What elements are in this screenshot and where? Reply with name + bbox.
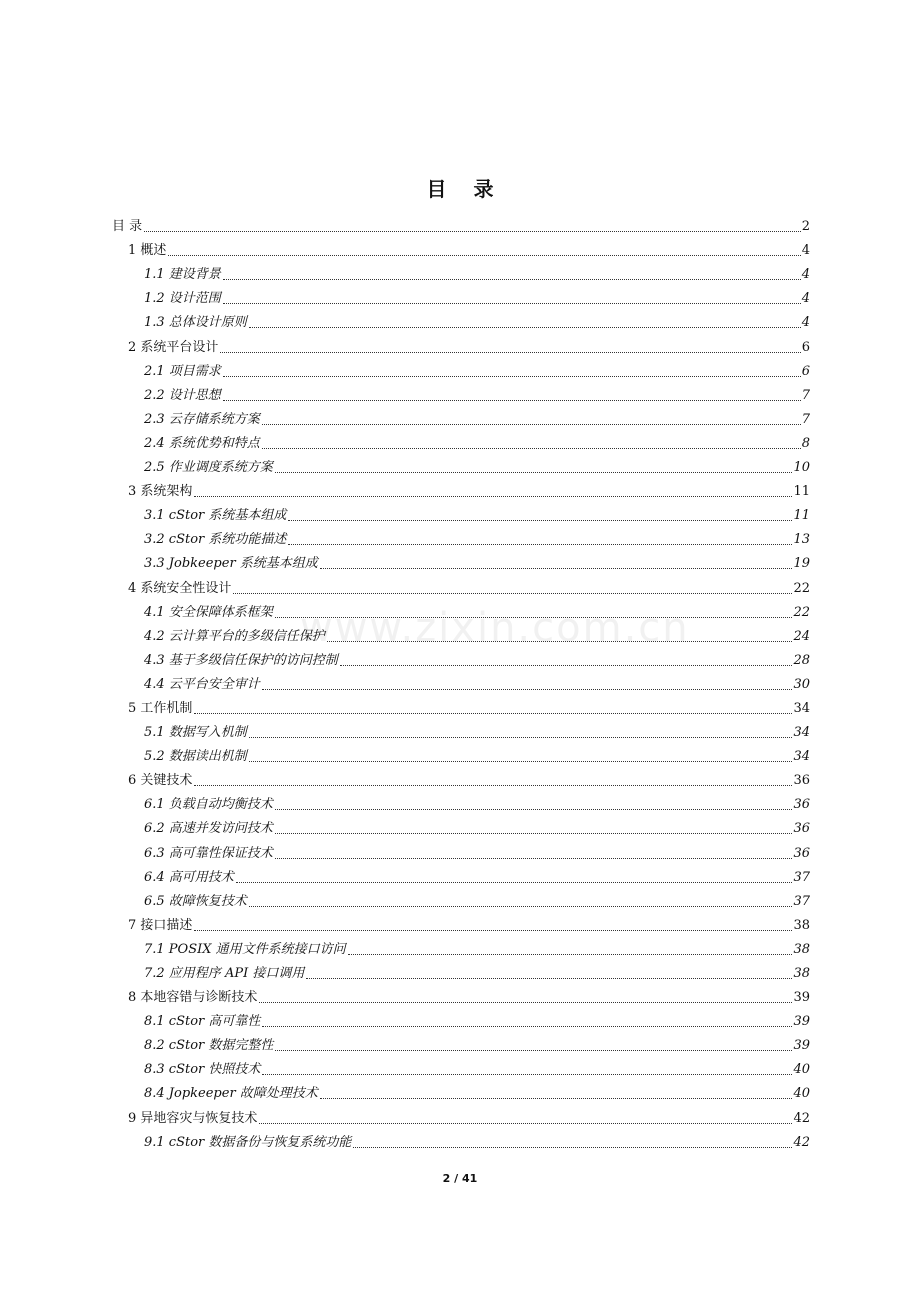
toc-entry-page-number: 39 (793, 1014, 810, 1030)
toc-entry-page-number: 4 (801, 267, 810, 283)
toc-entry[interactable] (112, 283, 810, 307)
toc-entry-page-number: 6 (801, 363, 810, 379)
dot-leader (340, 664, 793, 666)
dot-leader (320, 567, 793, 569)
dot-leader (262, 688, 793, 690)
dot-leader (262, 1025, 792, 1027)
toc-entry-page-number: 36 (793, 821, 810, 837)
toc-entry[interactable] (112, 693, 810, 717)
toc-entry[interactable] (112, 428, 810, 452)
toc-entry-page-number: 36 (793, 845, 810, 861)
toc-entry-page-number: 34 (793, 700, 810, 716)
dot-leader (262, 447, 801, 449)
toc-entry-label: 5.1 数据写入机制 (144, 725, 247, 741)
toc-entry-label: 9.1 cStor 数据备份与恢复系统功能 (144, 1134, 352, 1150)
toc-entry[interactable] (112, 862, 810, 886)
toc-entry-page-number: 7 (801, 387, 810, 403)
toc-entry[interactable] (112, 934, 810, 958)
toc-entry-page-number: 42 (793, 1110, 810, 1126)
toc-entry-label: 2.3 云存储系统方案 (144, 411, 260, 427)
toc-entry-label: 8.4 Jopkeeper 故障处理技术 (144, 1086, 318, 1102)
toc-entry-page-number: 19 (793, 556, 810, 572)
dot-leader (275, 1049, 792, 1051)
toc-entry[interactable] (112, 404, 810, 428)
toc-entry[interactable] (112, 476, 810, 500)
toc-entry-label: 6.5 故障恢复技术 (144, 893, 247, 909)
dot-leader (275, 808, 793, 810)
toc-entry[interactable] (112, 669, 810, 693)
dot-leader (249, 736, 793, 738)
toc-entry[interactable] (112, 958, 810, 982)
toc-entry-label: 8.2 cStor 数据完整性 (144, 1038, 274, 1054)
dot-leader (288, 543, 792, 545)
dot-leader (249, 905, 793, 907)
dot-leader (288, 519, 792, 521)
dot-leader (194, 929, 792, 931)
toc-entry[interactable] (112, 621, 810, 645)
toc-entry-page-number: 13 (793, 532, 810, 548)
toc-entry[interactable] (112, 789, 810, 813)
toc-entry-label: 6.3 高可靠性保证技术 (144, 845, 273, 861)
dot-leader (327, 640, 793, 642)
toc-entry[interactable] (112, 235, 810, 259)
toc-entry-label: 3.1 cStor 系统基本组成 (144, 508, 287, 524)
dot-leader (223, 278, 801, 280)
toc-entry-label: 8 本地容错与诊断技术 (128, 990, 258, 1006)
toc-entry-label: 4.1 安全保障体系框架 (144, 604, 273, 620)
toc-entry-label: 6.2 高速并发访问技术 (144, 821, 273, 837)
toc-entry[interactable] (112, 982, 810, 1006)
toc-entry-label: 9 异地容灾与恢复技术 (128, 1110, 258, 1126)
toc-entry-page-number: 28 (793, 652, 810, 668)
toc-entry-page-number: 38 (793, 966, 810, 981)
toc-entry-page-number: 6 (801, 339, 810, 355)
dot-leader (353, 1146, 792, 1148)
toc-entry-page-number: 40 (793, 1086, 810, 1102)
toc-entry-page-number: 4 (801, 291, 810, 307)
toc-entry-label: 4.2 云计算平台的多级信任保护 (144, 628, 325, 644)
toc-entry-page-number: 7 (801, 411, 810, 427)
toc-entry-page-number: 30 (793, 676, 810, 692)
toc-entry[interactable] (112, 1078, 810, 1102)
toc-entry-label: 4.3 基于多级信任保护的访问控制 (144, 652, 338, 668)
toc-entry-page-number: 22 (793, 580, 810, 596)
toc-entry-page-number: 4 (801, 243, 810, 259)
toc-entry[interactable] (112, 886, 810, 910)
dot-leader (275, 832, 793, 834)
toc-entry-page-number: 11 (793, 484, 810, 500)
dot-leader (223, 375, 801, 377)
toc-entry-page-number: 39 (793, 990, 810, 1006)
toc-entry[interactable] (112, 765, 810, 789)
toc-entry-label: 4 系统安全性设计 (128, 580, 232, 596)
toc-entry[interactable] (112, 572, 810, 596)
toc-entry-label: 2.2 设计思想 (144, 387, 221, 403)
toc-entry-label: 2 系统平台设计 (128, 339, 219, 355)
toc-entry-page-number: 24 (793, 628, 810, 644)
toc-entry[interactable] (112, 548, 810, 572)
toc-entry-page-number: 34 (793, 749, 810, 765)
dot-leader (233, 592, 792, 594)
toc-entry[interactable] (112, 1054, 810, 1078)
toc-entry-label: 1.1 建设背景 (144, 267, 221, 283)
toc-entry-label: 7.1 POSIX 通用文件系统接口访问 (144, 941, 346, 957)
toc-entry-page-number: 38 (793, 917, 810, 933)
toc-entry-page-number: 42 (793, 1134, 810, 1150)
dot-leader (220, 351, 800, 353)
dot-leader (194, 495, 792, 497)
toc-entry-label: 4.4 云平台安全审计 (144, 676, 260, 692)
toc-entry[interactable] (112, 211, 810, 235)
dot-leader (223, 302, 801, 304)
dot-leader (249, 760, 793, 762)
toc-entry-page-number: 22 (793, 604, 810, 620)
toc-entry-page-number: 8 (801, 435, 810, 451)
toc-entry-label: 3 系统架构 (128, 484, 193, 500)
toc-entry-label: 7.2 应用程序 API 接口调用 (144, 966, 305, 981)
toc-entry[interactable] (112, 524, 810, 548)
dot-leader (236, 881, 793, 883)
toc-entry-label: 3.3 Jobkeeper 系统基本组成 (144, 556, 318, 572)
toc-entry-page-number: 37 (793, 893, 810, 909)
dot-leader (348, 953, 793, 955)
dot-leader (306, 977, 792, 979)
toc-entry[interactable] (112, 500, 810, 524)
toc-title: 目 录 (426, 177, 504, 201)
toc-entry-page-number: 11 (793, 508, 810, 524)
toc-entry[interactable] (112, 356, 810, 380)
toc-entry-label: 8.1 cStor 高可靠性 (144, 1014, 261, 1030)
toc-entry[interactable] (112, 452, 810, 476)
dot-leader (262, 423, 801, 425)
toc-entry-label: 6 关键技术 (128, 773, 193, 789)
toc-entry-label: 1.2 设计范围 (144, 291, 221, 307)
toc-entry[interactable] (112, 837, 810, 861)
dot-leader (259, 1122, 792, 1124)
toc-entry-page-number: 2 (801, 219, 810, 235)
dot-leader (194, 712, 792, 714)
toc-entry[interactable] (112, 717, 810, 741)
toc-entry-label: 目 录 (112, 219, 143, 235)
toc-entry-page-number: 40 (793, 1062, 810, 1078)
toc-entry-label: 1 概述 (128, 243, 167, 259)
toc-entry-page-number: 36 (793, 797, 810, 813)
dot-leader (320, 1097, 793, 1099)
toc-entry[interactable] (112, 1127, 810, 1151)
page-number-footer: 2 / 41 (442, 1172, 478, 1185)
dot-leader (275, 471, 793, 473)
dot-leader (275, 616, 793, 618)
table-of-contents (112, 211, 810, 1151)
toc-entry-page-number: 36 (793, 773, 810, 789)
dot-leader (249, 326, 801, 328)
toc-entry-label: 2.4 系统优势和特点 (144, 435, 260, 451)
dot-leader (259, 1001, 792, 1003)
toc-entry[interactable] (112, 741, 810, 765)
toc-entry-page-number: 4 (801, 315, 810, 331)
toc-entry-page-number: 34 (793, 725, 810, 741)
toc-entry[interactable] (112, 1030, 810, 1054)
watermark: www.zixin.com.cn (300, 605, 690, 651)
toc-entry-label: 6.4 高可用技术 (144, 869, 234, 885)
toc-entry-label: 6.1 负载自动均衡技术 (144, 797, 273, 813)
dot-leader (194, 784, 792, 786)
toc-entry[interactable] (112, 331, 810, 355)
dot-leader (144, 230, 801, 232)
dot-leader (168, 254, 800, 256)
toc-entry[interactable] (112, 307, 810, 331)
toc-entry-label: 2.5 作业调度系统方案 (144, 460, 273, 476)
toc-entry-page-number: 39 (793, 1038, 810, 1054)
dot-leader (262, 1073, 792, 1075)
toc-entry-label: 5 工作机制 (128, 700, 193, 716)
toc-entry[interactable] (112, 259, 810, 283)
toc-entry-label: 5.2 数据读出机制 (144, 749, 247, 765)
dot-leader (223, 399, 801, 401)
toc-entry-label: 7 接口描述 (128, 917, 193, 933)
toc-entry-label: 2.1 项目需求 (144, 363, 221, 379)
toc-entry[interactable] (112, 380, 810, 404)
toc-entry-page-number: 37 (793, 869, 810, 885)
toc-entry[interactable] (112, 813, 810, 837)
toc-entry[interactable] (112, 597, 810, 621)
toc-entry-page-number: 10 (793, 460, 810, 476)
dot-leader (275, 857, 793, 859)
toc-entry-label: 1.3 总体设计原则 (144, 315, 247, 331)
toc-entry-label: 3.2 cStor 系统功能描述 (144, 532, 287, 548)
toc-entry[interactable] (112, 645, 810, 669)
toc-entry[interactable] (112, 1006, 810, 1030)
toc-entry-page-number: 38 (793, 941, 810, 957)
toc-entry-label: 8.3 cStor 快照技术 (144, 1062, 261, 1078)
toc-entry[interactable] (112, 910, 810, 934)
toc-entry[interactable] (112, 1102, 810, 1126)
